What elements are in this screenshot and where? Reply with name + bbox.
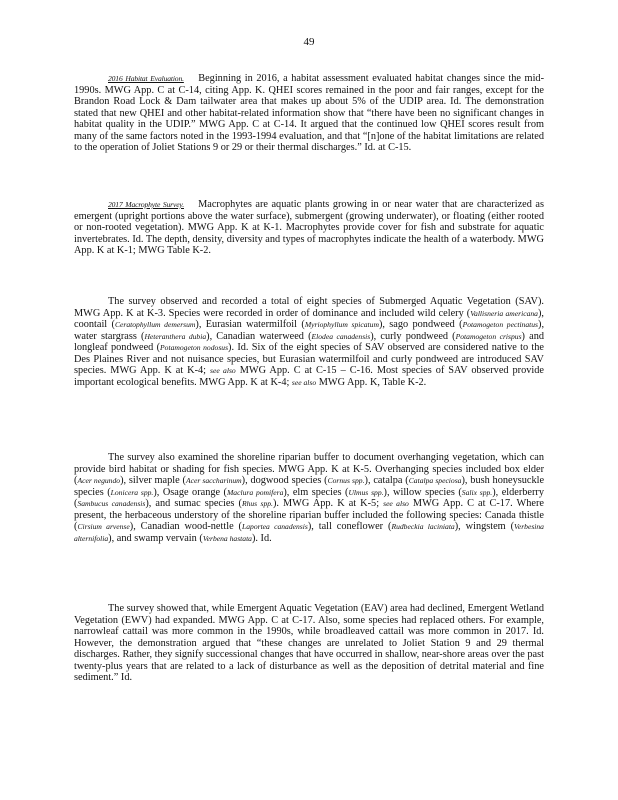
sav-species-paragraph: [74, 296, 544, 388]
riparian-text: ), catalpa (: [364, 475, 409, 486]
species-name: Elodea canadensis: [311, 331, 371, 341]
species-name: Laportea canadensis: [242, 522, 308, 531]
riparian-text: ), silver maple (: [120, 475, 186, 486]
species-name: Potamogeton nodosus: [160, 343, 229, 352]
riparian-text: ), bush honeysuckle species (: [74, 475, 545, 498]
species-name: Potamogeton pectinatus: [462, 320, 539, 329]
species-name: Heteranthera dubia: [144, 331, 207, 341]
riparian-text: ). MWG App. K at K-5;: [272, 498, 384, 509]
riparian-text: ), wingstem (: [454, 521, 515, 532]
page-number: 49: [303, 36, 315, 48]
macrophyte-survey-text: Macrophytes are aquatic plants growing in or near water that are characterized as emergent (upright portions above the water surface), submergent (growing underwater), or floating (either rooted or non-rooted vegetation). MWG App. K at K-1. Macrophytes provide cover for fish and substrate for aquatic invertebrates. Id. The depth, density, diversity and types of macrophytes indicate the health of a waterbody. MWG App. K at K-1; MWG Table K-2.: [74, 199, 544, 256]
species-name: Rhus spp.: [241, 499, 273, 508]
species-name: Lonicera spp.: [110, 487, 154, 497]
riparian-text: ), Osage orange (: [153, 486, 227, 498]
species-name: Acer negundo: [77, 476, 121, 485]
habitat-evaluation-heading: 2016 Habitat Evaluation.: [108, 74, 184, 83]
species-name: Salix spp.: [461, 487, 493, 497]
see-also-signal: see also: [291, 377, 317, 387]
species-name: Verbesina alternifolia: [74, 522, 544, 543]
see-also-signal: see also: [383, 499, 409, 508]
species-name: Ulmus spp.: [348, 487, 384, 497]
eav-paragraph: The survey showed that, while Emergent Aquatic Vegetation (EAV) area had declined, Emergent Wetland Vegetation (EWV) had expanded. MWG App. C at C-17. Also, some species had replaced others. For example, narrowleaf cattail was more common in the 1990s, while broadleaved cattail was more common in 2017. Id. However, the demonstration argued that “these changes are unrelated to Joliet Station 9 and 29 thermal discharges. Rather, they signify successional changes that have occurred in shallow, near-shore areas over the past twenty-plus years that are related to a lack of disturbance as well as the deposition of detrital material and fine sediment.” Id.: [74, 603, 544, 683]
riparian-text: ), Canadian wood-nettle (: [129, 521, 242, 532]
riparian-text: ), dogwood species (: [241, 475, 328, 486]
species-name: Acer saccharinum: [185, 476, 242, 485]
sav-text: The survey observed and recorded a total of eight species of Submerged Aquatic Vegetation (SAV). MWG App. K at K-3. Species were recorded in order of dominance and included wild celery (: [74, 296, 544, 319]
riparian-text: ), elderberry (: [74, 486, 545, 509]
species-name: Maclura pomifera: [226, 487, 284, 497]
species-name: Sambucus canadensis: [77, 499, 146, 508]
riparian-text: ), willow species (: [383, 486, 462, 498]
macrophyte-survey-heading: 2017 Macrophyte Survey.: [108, 200, 184, 209]
riparian-text: MWG App. C at C-17. Where present, the herbaceous understory of the shoreline riparian buffer included the following species: Canada thistle (: [74, 498, 544, 532]
sav-text: ). Id. Six of the eight species of SAV observed are considered native to the Des Plaines River and not nuisance species, but Eurasian watermilfoil and curly pondweed are introduced SAV species. MWG App. K at K-4;: [74, 342, 545, 376]
habitat-evaluation-paragraph: [74, 73, 544, 154]
species-name: Vallisneria americana: [470, 308, 538, 318]
species-name: Myriophyllum spicatum: [304, 320, 379, 329]
species-name: Ceratophyllum demersum: [114, 320, 196, 329]
sav-text: MWG App. K, Table K-2.: [316, 376, 427, 388]
sav-text: ), curly pondweed (: [370, 330, 456, 342]
see-also-signal: see also: [210, 366, 236, 375]
riparian-text: ), and swamp vervain (: [108, 532, 203, 544]
species-name: Potamogeton crispus: [455, 331, 522, 341]
sav-text: ) and longleaf pondweed (: [74, 330, 544, 353]
riparian-text: ). Id.: [251, 532, 272, 544]
riparian-text: The survey also examined the shoreline riparian buffer to document overhanging vegetation, which can provide bird habitat or shading for fish species. MWG App. K at K-5. Overhanging species included box elder (: [74, 452, 544, 486]
sav-text: ), water stargrass (: [74, 319, 545, 342]
species-name: Rudbeckia laciniata: [391, 522, 455, 531]
sav-text: MWG App. C at C-15 – C-16. Most species of SAV observed provide important ecological benefits. MWG App. K at K-4;: [74, 365, 544, 388]
riparian-text: ), tall coneflower (: [307, 521, 392, 532]
macrophyte-survey-paragraph: [74, 199, 544, 257]
sav-text: ), sago pondweed (: [378, 319, 463, 330]
riparian-buffer-paragraph: [74, 452, 544, 544]
riparian-text: ), and sumac species (: [145, 498, 242, 509]
sav-text: ), coontail (: [74, 307, 544, 330]
species-name: Catalpa speciosa: [408, 476, 462, 485]
species-name: Cirsium arvense: [77, 522, 130, 531]
sav-text: ), Canadian waterweed (: [206, 330, 312, 342]
species-name: Cornus spp.: [327, 476, 365, 485]
riparian-text: ), elm species (: [283, 486, 349, 498]
sav-text: ), Eurasian watermilfoil (: [195, 319, 305, 330]
species-name: Verbena hastata: [202, 533, 252, 543]
habitat-evaluation-text: Beginning in 2016, a habitat assessment evaluated habitat changes since the mid-1990s. MWG App. C at C-14, citing App. K. QHEI scores remained in the poor and fair ranges, except for the Brandon Road Lock & Dam tailwater area that makes up about 5% of the UDIP area. Id. The demonstration stated that new QHEI and other habitat-related information show that “there have been no significant changes in habitat quality in the UDIP.” MWG App. C at C-14. It argued that the continued low QHEI scores result from many of the same factors noted in the 1993-1994 evaluation, and that “[n]one of the habitat limitations are related to the operation of Joliet Stations 9 or 29 or their thermal discharges.” Id. at C-15.: [74, 73, 545, 153]
